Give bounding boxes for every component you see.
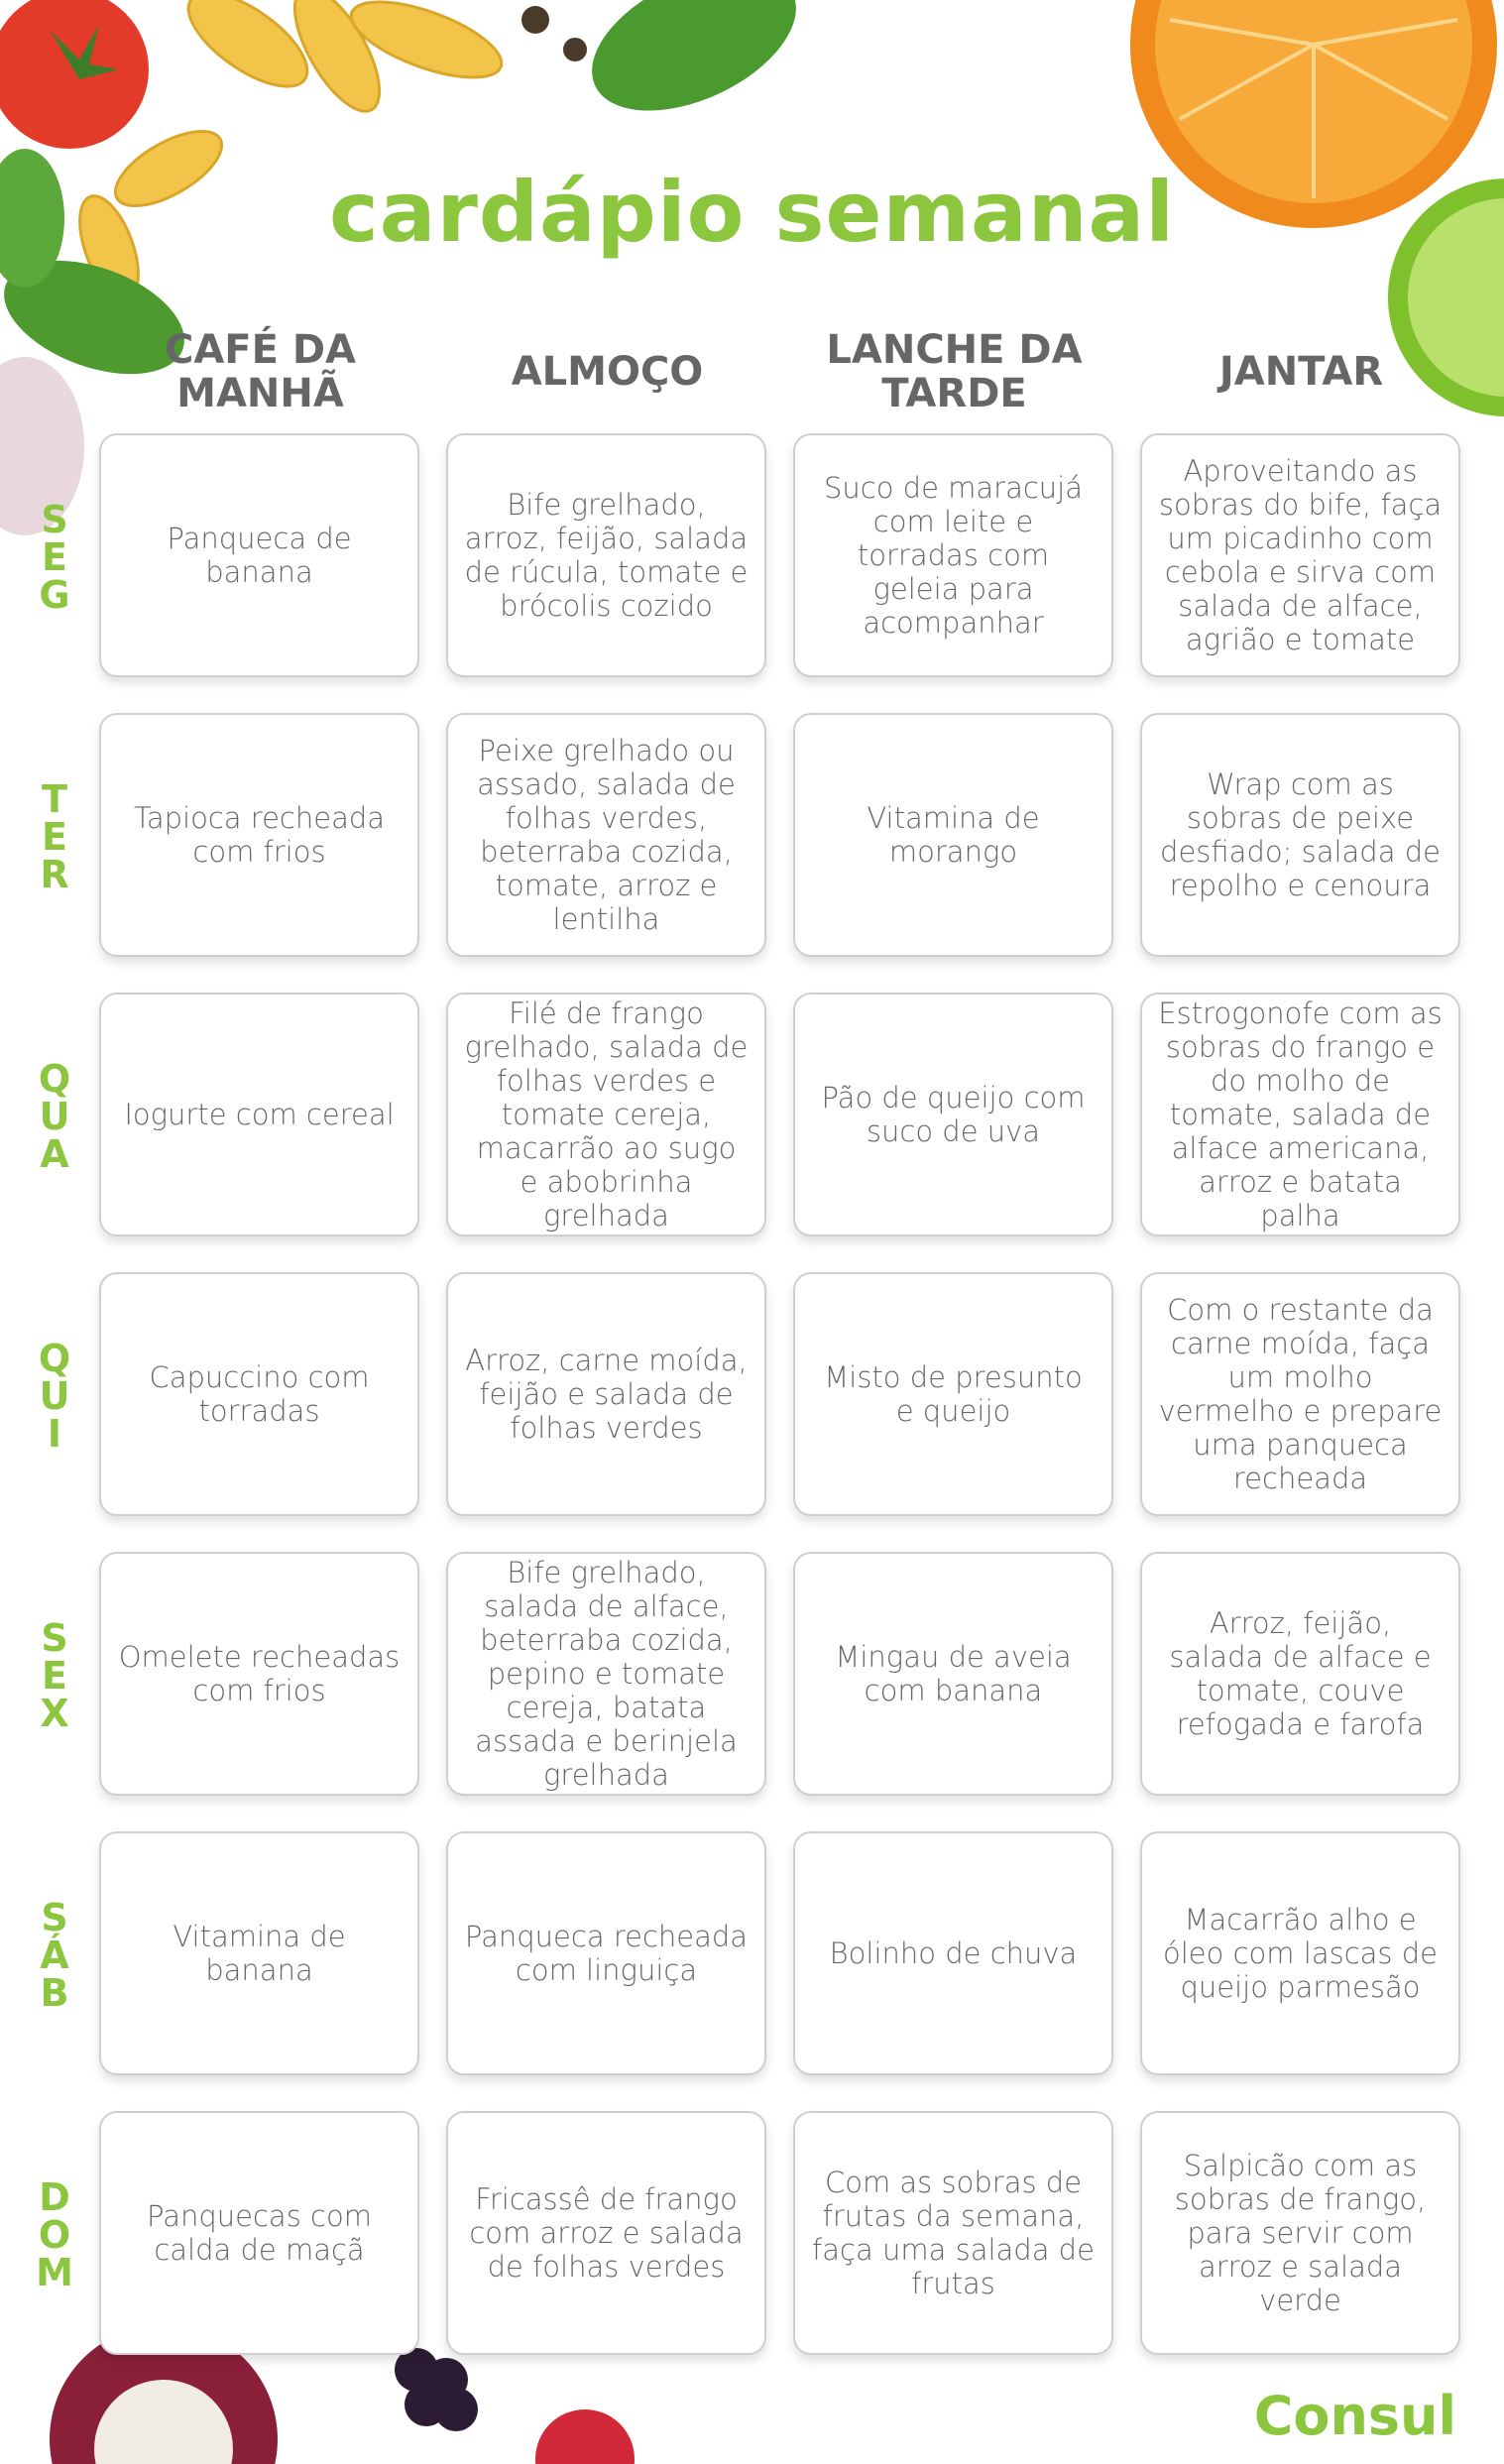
day-label-ter	[30, 713, 79, 961]
menu-cell-ter-lanche-da-tarde: Vitamina de morango	[793, 713, 1113, 957]
menu-cell-qui-cafe-da-manha: Capuccino com torradas	[99, 1272, 419, 1516]
menu-cell-dom-almoco: Fricassê de frango com arroz e salada de folhas verdes	[446, 2111, 766, 2355]
menu-cell-sex-jantar: Arroz, feijão, salada de alface e tomate, couve refogada e farofa	[1140, 1552, 1460, 1796]
day-label-letter: B	[40, 1971, 69, 2015]
menu-cell-dom-lanche-da-tarde: Com as sobras de frutas da semana, faça uma salada de frutas	[793, 2111, 1113, 2355]
day-label-letter: G	[39, 573, 70, 617]
column-header-almoco: ALMOÇO	[511, 349, 704, 395]
menu-cell-seg-cafe-da-manha: Panqueca de banana	[99, 433, 419, 677]
day-label-letter: E	[42, 535, 67, 579]
menu-cell-sex-almoco: Bife grelhado, salada de alface, beterraba cozida, pepino e tomate cereja, batata assada e berinjela grelhada	[446, 1552, 766, 1796]
day-label-letter: M	[36, 2251, 73, 2294]
day-label-letter: U	[39, 1095, 70, 1138]
menu-cell-dom-cafe-da-manha: Panquecas com calda de maçã	[99, 2111, 419, 2355]
day-label-letter: S	[41, 1616, 68, 1660]
brand-logo: Consul	[1253, 2385, 1456, 2447]
menu-cell-qua-cafe-da-manha: Iogurte com cereal	[99, 993, 419, 1236]
day-label-letter: O	[38, 2213, 71, 2257]
day-label-letter: Q	[38, 1337, 71, 1380]
page-title: cardápio semanal	[328, 164, 1176, 261]
column-header-cafe-da-manha: CAFÉ DA MANHÃ	[164, 327, 357, 416]
menu-cell-seg-lanche-da-tarde: Suco de maracujá com leite e torradas com geleia para acompanhar	[793, 433, 1113, 677]
day-label-letter: E	[42, 815, 67, 859]
day-label-sex	[30, 1552, 79, 1800]
day-label-dom	[30, 2111, 79, 2359]
day-label-letter: X	[40, 1692, 69, 1735]
menu-cell-ter-cafe-da-manha: Tapioca recheada com frios	[99, 713, 419, 957]
menu-cell-qui-lanche-da-tarde: Misto de presunto e queijo	[793, 1272, 1113, 1516]
day-label-letter: S	[41, 498, 68, 541]
menu-cell-dom-jantar: Salpicão com as sobras de frango, para servir com arroz e salada verde	[1140, 2111, 1460, 2355]
menu-cell-sáb-lanche-da-tarde: Bolinho de chuva	[793, 1831, 1113, 2075]
day-label-letter: T	[42, 777, 67, 821]
day-label-letter: I	[47, 1412, 62, 1456]
menu-cell-sáb-cafe-da-manha: Vitamina de banana	[99, 1831, 419, 2075]
column-header-lanche-da-tarde: LANCHE DA TARDE	[826, 327, 1083, 416]
day-label-letter: S	[41, 1896, 68, 1939]
day-label-letter: E	[42, 1654, 67, 1698]
menu-cell-qui-almoco: Arroz, carne moída, feijão e salada de folhas verdes	[446, 1272, 766, 1516]
day-label-letter: U	[39, 1374, 70, 1418]
day-label-letter: Á	[40, 1934, 69, 1977]
menu-cell-seg-jantar: Aproveitando as sobras do bife, faça um picadinho com cebola e sirva com salada de alface, agrião e tomate	[1140, 433, 1460, 677]
menu-cell-sex-lanche-da-tarde: Mingau de aveia com banana	[793, 1552, 1113, 1796]
menu-cell-ter-almoco: Peixe grelhado ou assado, salada de folhas verdes, beterraba cozida, tomate, arroz e lentilha	[446, 713, 766, 957]
day-label-qui	[30, 1272, 79, 1520]
menu-cell-sex-cafe-da-manha: Omelete recheadas com frios	[99, 1552, 419, 1796]
day-label-seg	[30, 433, 79, 681]
menu-cell-sáb-almoco: Panqueca recheada com linguiça	[446, 1831, 766, 2075]
day-label-letter: A	[40, 1132, 69, 1176]
menu-cell-qua-jantar: Estrogonofe com as sobras do frango e do molho de tomate, salada de alface americana, arroz e batata palha	[1140, 993, 1460, 1236]
menu-cell-qua-almoco: Filé de frango grelhado, salada de folhas verdes e tomate cereja, macarrão ao sugo e abobrinha grelhada	[446, 993, 766, 1236]
day-label-sáb	[30, 1831, 79, 2079]
day-label-letter: R	[40, 853, 69, 896]
menu-cell-ter-jantar: Wrap com as sobras de peixe desfiado; salada de repolho e cenoura	[1140, 713, 1460, 957]
menu-cell-qua-lanche-da-tarde: Pão de queijo com suco de uva	[793, 993, 1113, 1236]
menu-cell-sáb-jantar: Macarrão alho e óleo com lascas de queijo parmesão	[1140, 1831, 1460, 2075]
column-header-jantar: JANTAR	[1218, 349, 1384, 395]
day-label-qua	[30, 993, 79, 1240]
day-label-letter: Q	[38, 1057, 71, 1101]
day-label-letter: D	[39, 2175, 70, 2219]
menu-cell-seg-almoco: Bife grelhado, arroz, feijão, salada de rúcula, tomate e brócolis cozido	[446, 433, 766, 677]
menu-cell-qui-jantar: Com o restante da carne moída, faça um molho vermelho e prepare uma panqueca recheada	[1140, 1272, 1460, 1516]
